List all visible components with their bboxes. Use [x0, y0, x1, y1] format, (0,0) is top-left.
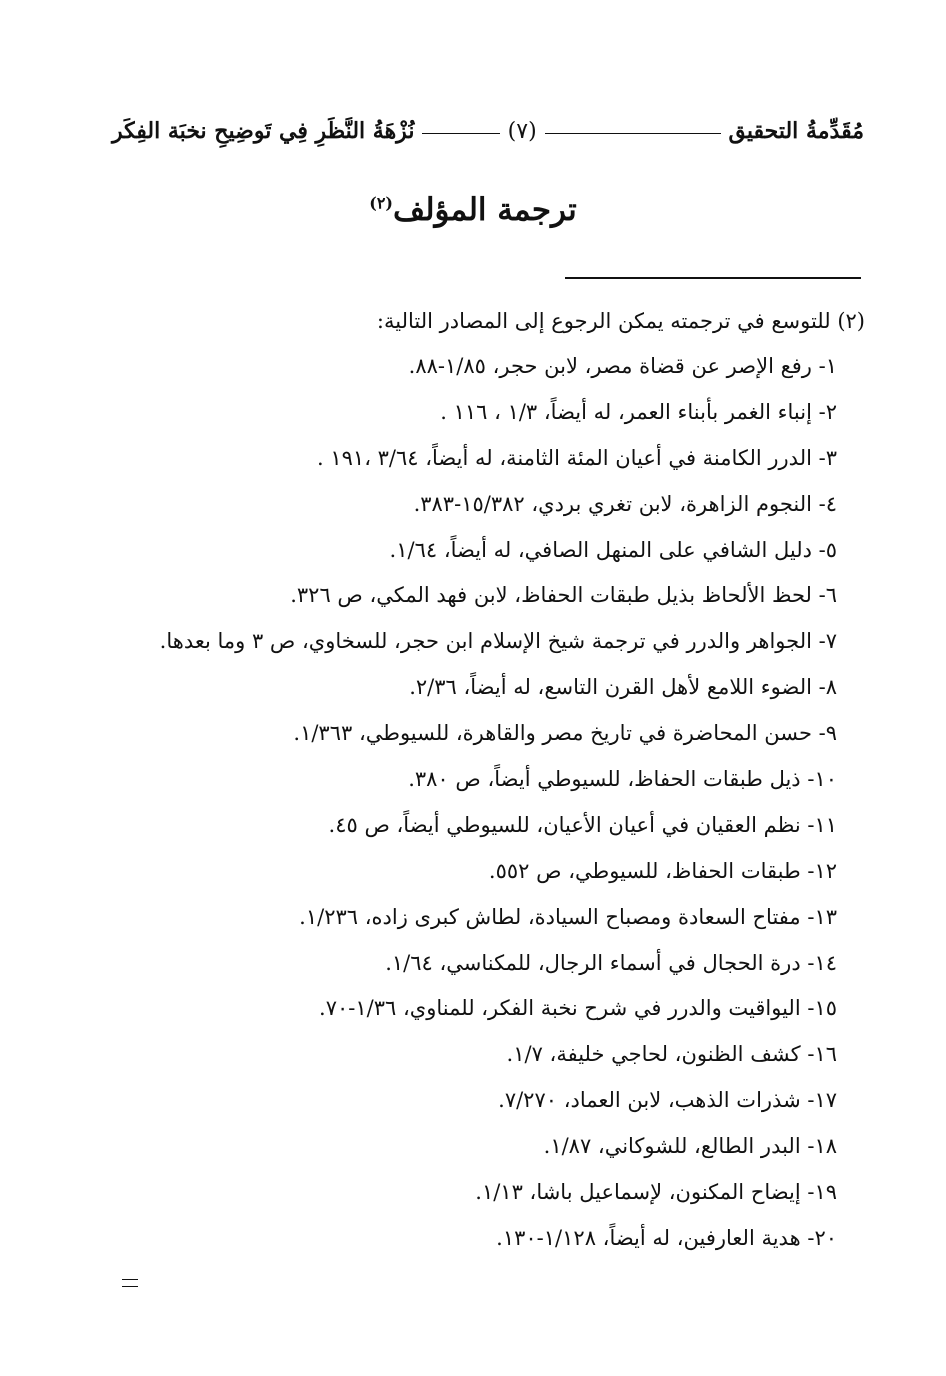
running-header-book-title: نُزْهَةُ النَّظَرِ فِي تَوضِيحِ نخبَة الفِكَر: [112, 118, 415, 144]
section-title-text: ترجمة المؤلف: [392, 192, 577, 228]
source-list-item: ١٠- ذيل طبقات الحفاظ، للسيوطي أيضاً، ص ٣٨٠.: [408, 767, 837, 792]
source-list-item: ٢- إنباء الغمر بأبناء العمر، له أيضاً، ١/٣ ، ١١٦ .: [440, 399, 837, 424]
running-header-section: مُقَدِّمةُ التحقيق: [728, 118, 864, 144]
source-list-item: ١٨- البدر الطالع، للشوكاني، ١/٨٧.: [543, 1134, 837, 1159]
source-list-item: ١٧- شذرات الذهب، لابن العماد، ٧/٢٧٠.: [498, 1088, 837, 1113]
footnote-lead: (٢) للتوسع في ترجمته يمكن الرجوع إلى المصادر التالية:: [376, 309, 865, 333]
footnote-block: [130, 298, 865, 1262]
source-list-item: ١- رفع الإصر عن قضاة مصر، لابن حجر، ١/٨٥-٨٨.: [408, 354, 837, 378]
source-list-item: ١٦- كشف الظنون، لحاجي خليفة، ١/٧.: [506, 1042, 837, 1067]
header-dash-rule: [545, 133, 721, 134]
source-list-item: ٤- النجوم الزاهرة، لابن تغري بردي، ١٥/٣٨٢-٣٨٣.: [413, 491, 837, 516]
source-list-item: ١٣- مفتاح السعادة ومصباح السيادة، لطاش كبرى زاده، ١/٢٣٦.: [299, 904, 837, 929]
source-list-item: ١٤- درة الحجال في أسماء الرجال، للمكناسي، ١/٦٤.: [385, 950, 837, 975]
source-list-item: ٦- لحظ الألحاظ بذيل طبقات الحفاظ، لابن فهد المكي، ص ٣٢٦.: [290, 583, 837, 608]
footnote-separator: [565, 277, 861, 279]
footnote-reference: (٢): [369, 193, 393, 213]
source-list-item: ١٢- طبقات الحفاظ، للسيوطي، ص ٥٥٢.: [488, 858, 837, 883]
source-list-item: ١٥- اليواقيت والدرر في شرح نخبة الفكر، للمناوي، ١/٣٦-٧٠.: [319, 996, 837, 1021]
source-list-item: ١١- نظم العقيان في أعيان الأعيان، للسيوطي أيضاً، ص ٤٥.: [328, 812, 837, 837]
page-number: (٧): [507, 118, 537, 144]
source-list-item: ٥- دليل الشافي على المنهل الصافي، له أيضاً، ١/٦٤.: [389, 537, 837, 562]
footnote-source-list: [130, 344, 865, 1262]
header-dash-rule: [422, 133, 499, 134]
continuation-mark: [122, 1279, 138, 1287]
source-list-item: ٣- الدرر الكامنة في أعيان المئة الثامنة، له أيضاً، ٣/٦٤ ،١٩١ .: [317, 445, 837, 470]
source-list-item: ٩- حسن المحاضرة في تاريخ مصر والقاهرة، للسيوطي، ١/٣٦٣.: [293, 721, 837, 746]
source-list-item: ٨- الضوء اللامع لأهل القرن التاسع، له أيضاً، ٢/٣٦.: [409, 675, 837, 700]
source-list-item: ٢٠- هدية العارفين، له أيضاً، ١/١٢٨-١٣٠.: [496, 1225, 837, 1250]
source-list-item: ١٩- إيضاح المكنون، لإسماعيل باشا، ١/١٣.: [475, 1180, 837, 1205]
source-list-item: ٧- الجواهر والدرر في ترجمة شيخ الإسلام ابن حجر، للسخاوي، ص ٣ وما بعدها.: [159, 629, 837, 654]
section-title: [0, 192, 946, 228]
running-header: [112, 108, 864, 154]
